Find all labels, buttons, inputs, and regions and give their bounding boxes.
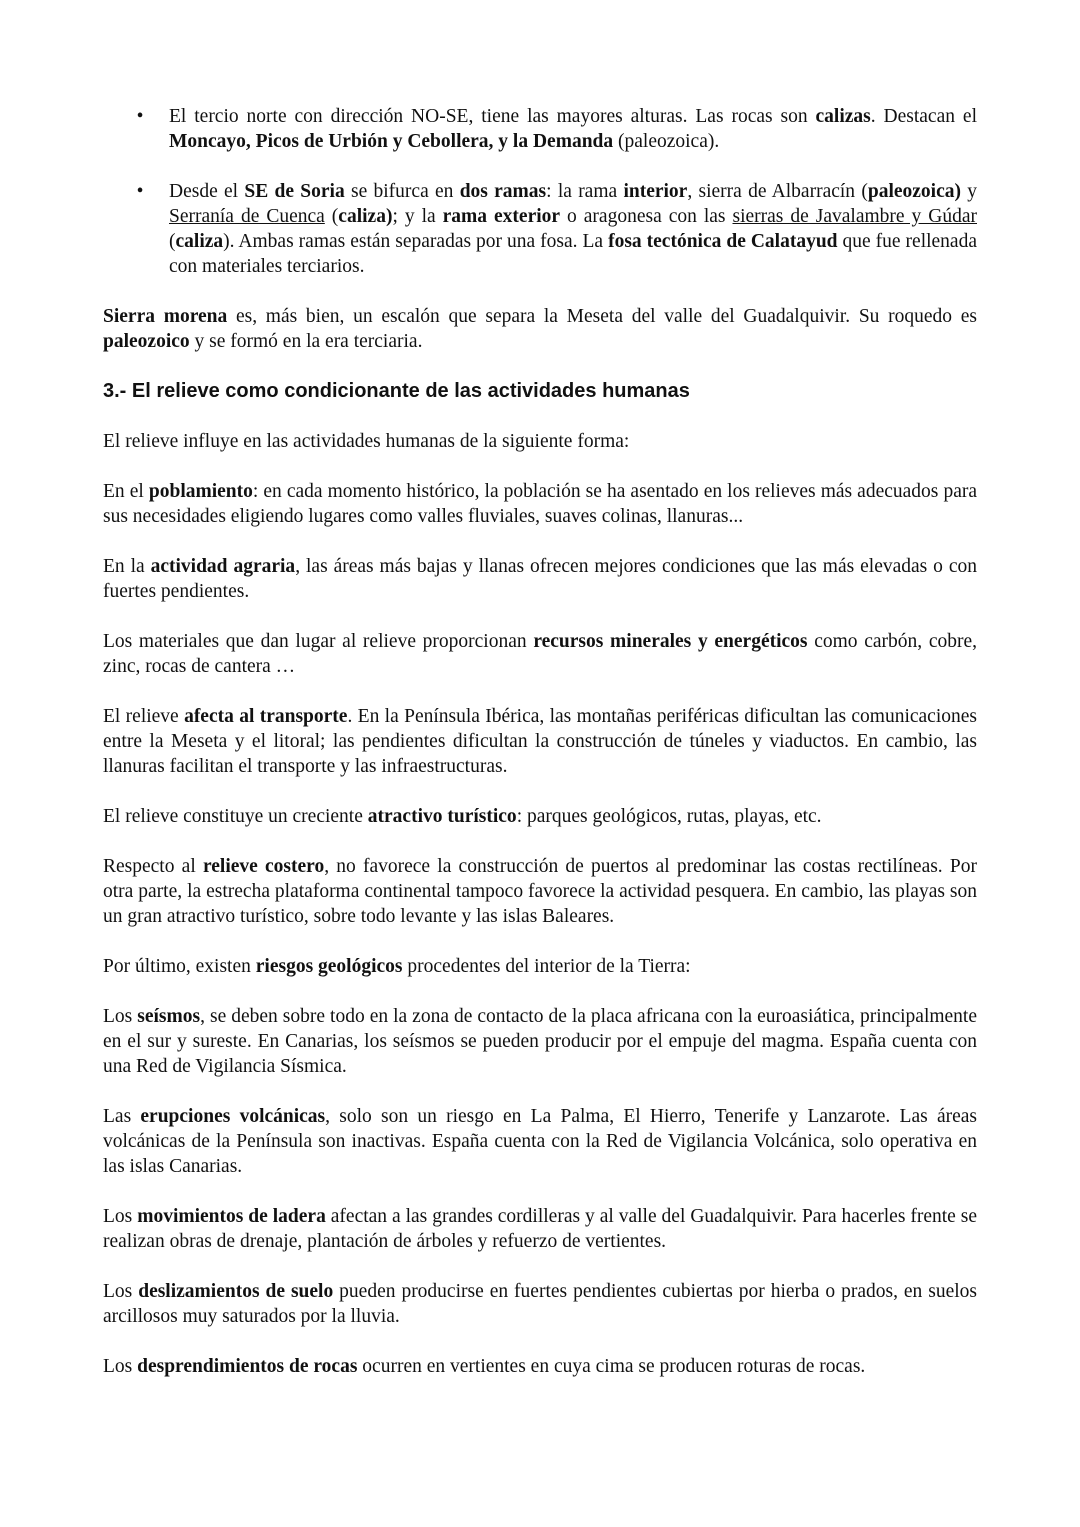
paragraph-seismos: Los seísmos, se deben sobre todo en la zona de contacto de la placa africana con la euroasiática, principalmente en el sur y sureste. En Canarias, los seísmos se pueden producir por el empuje del magma. España cuenta con una Red de Vigilancia Sísmica. xyxy=(103,1006,978,1077)
paragraph-relieve-costero: Respecto al relieve costero, no favorece la construcción de puertos al predominar las costas rectilíneas. Por otra parte, la estrecha plataforma continental tampoco favorece la actividad pesquera. En cambio, las playas son un gran atractivo turístico, sobre todo levante y las islas Baleares. xyxy=(103,856,977,927)
paragraph-turismo: El relieve constituye un creciente atractivo turístico: parques geológicos, rutas, playas, etc. xyxy=(103,806,822,827)
paragraph-recursos: Los materiales que dan lugar al relieve proporcionan recursos minerales y energéticos como carbón, cobre, zinc, rocas de cantera … xyxy=(103,631,977,677)
bullet-item xyxy=(136,179,978,279)
paragraph-movimientos-ladera: Los movimientos de ladera afectan a las grandes cordilleras y al valle del Guadalquivir. Para hacerles frente se realizan obras de drenaje, plantación de árboles y refuerzo de vertientes. xyxy=(103,1206,978,1252)
paragraph-erupciones: Las erupciones volcánicas, solo son un riesgo en La Palma, El Hierro, Tenerife y Lanzarote. Las áreas volcánicas de la Península son inactivas. España cuenta con la Red de Vigilancia Volcánica, solo operativa en las islas Canarias. xyxy=(103,1106,977,1177)
paragraph-intro: El relieve influye en las actividades humanas de la siguiente forma: xyxy=(103,431,630,452)
bullet-dot-icon: • xyxy=(136,106,144,127)
paragraph-desprendimientos: Los desprendimientos de rocas ocurren en vertientes en cuya cima se producen roturas de rocas. xyxy=(103,1356,866,1377)
paragraph-actividad-agraria: En la actividad agraria, las áreas más bajas y llanas ofrecen mejores condiciones que las más elevadas o con fuertes pendientes. xyxy=(103,556,978,602)
paragraph-transporte: El relieve afecta al transporte. En la Península Ibérica, las montañas periféricas dificultan las comunicaciones entre la Meseta y el litoral; las pendientes dificultan la construcción de túneles y viaductos. En cambio, las llanuras facilitan el transporte y las infraestructuras. xyxy=(103,706,977,777)
bullet-text: Desde el SE de Soria se bifurca en dos ramas: la rama interior, sierra de Albarracín (paleozoica) y Serranía de Cuenca (caliza); y la rama exterior o aragonesa con las sierras de Javalambre y Gúdar (caliza). Ambas ramas están separadas por una fosa. La fosa tectónica de Calatayud que fue rellenada con materiales terciarios. xyxy=(169,181,978,277)
bullet-list xyxy=(103,104,977,279)
sierra-morena-paragraph: Sierra morena es, más bien, un escalón que separa la Meseta del valle del Guadalquivir. Su roquedo es paleozoico y se formó en la era terciaria. xyxy=(103,306,977,352)
bullet-item xyxy=(136,104,977,154)
paragraph-deslizamientos: Los deslizamientos de suelo pueden producirse en fuertes pendientes cubiertas por hierba o prados, en suelos arcillosos muy saturados por la lluvia. xyxy=(103,1281,978,1327)
bullet-dot-icon: • xyxy=(136,181,144,202)
section-heading: 3.- El relieve como condicionante de las actividades humanas xyxy=(103,380,690,402)
bullet-text: El tercio norte con dirección NO-SE, tiene las mayores alturas. Las rocas son calizas. Destacan el Moncayo, Picos de Urbión y Cebollera, y la Demanda (paleozoica). xyxy=(169,106,977,152)
paragraph-riesgos: Por último, existen riesgos geológicos procedentes del interior de la Tierra: xyxy=(103,956,691,977)
paragraph-poblamiento: En el poblamiento: en cada momento histórico, la población se ha asentado en los relieves más adecuados para sus necesidades eligiendo lugares como valles fluviales, suaves colinas, llanuras... xyxy=(103,481,978,527)
